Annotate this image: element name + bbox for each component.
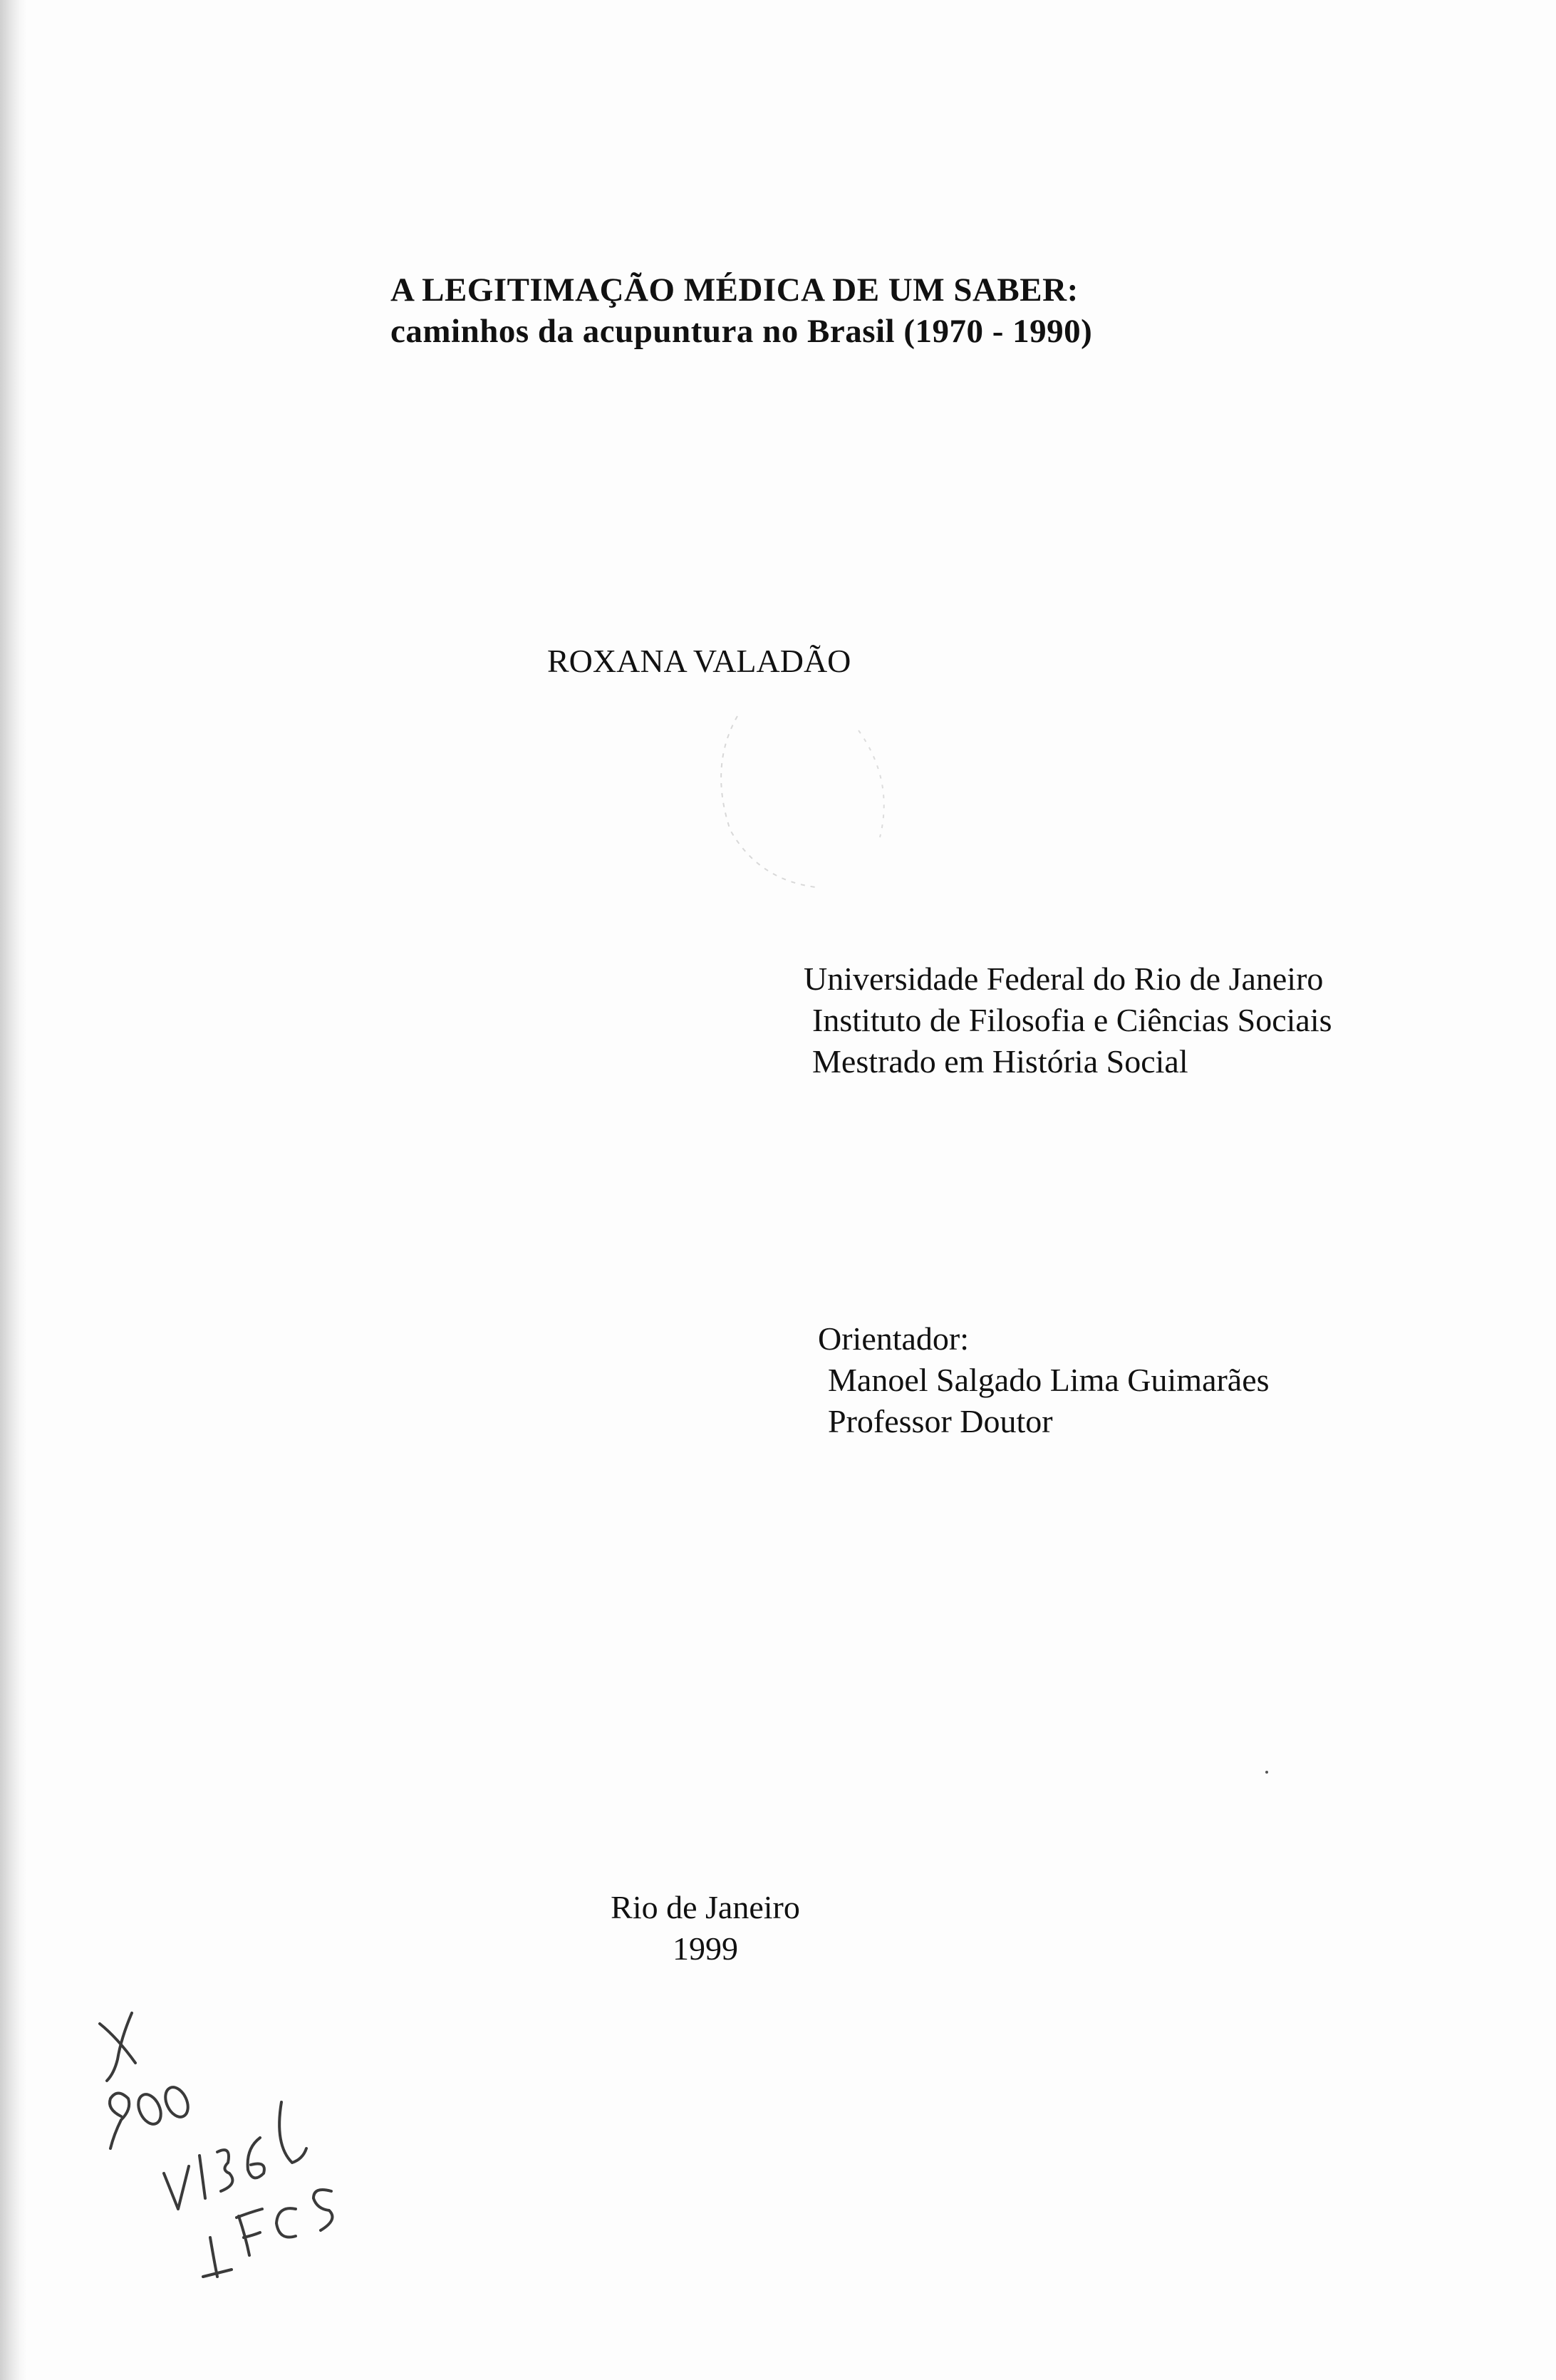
institution-block xyxy=(804,958,1332,1082)
year: 1999 xyxy=(673,1930,738,1967)
title-subtitle: caminhos da acupuntura no Brasil (1970 - 1990) xyxy=(390,313,1093,350)
handwritten-call-number xyxy=(78,1995,378,2294)
place-and-year xyxy=(598,1887,812,1970)
thesis-title xyxy=(390,269,1459,352)
program-name: Mestrado em História Social xyxy=(812,1043,1188,1080)
advisor-name: Manoel Salgado Lima Guimarães xyxy=(828,1362,1270,1398)
advisor-block xyxy=(818,1318,1270,1442)
author-name: ROXANA VALADÃO xyxy=(547,643,851,679)
scan-edge-shadow xyxy=(0,0,27,2380)
advisor-label: Orientador: xyxy=(818,1320,970,1357)
institute-name: Instituto de Filosofia e Ciências Sociais xyxy=(812,1002,1332,1038)
scan-speck xyxy=(1265,1771,1268,1774)
faint-stamp-mark xyxy=(695,688,923,901)
title-main: A LEGITIMAÇÃO MÉDICA DE UM SABER: xyxy=(390,271,1079,309)
university-name: Universidade Federal do Rio de Janeiro xyxy=(804,961,1324,997)
place: Rio de Janeiro xyxy=(611,1889,800,1925)
advisor-title: Professor Doutor xyxy=(828,1403,1053,1439)
